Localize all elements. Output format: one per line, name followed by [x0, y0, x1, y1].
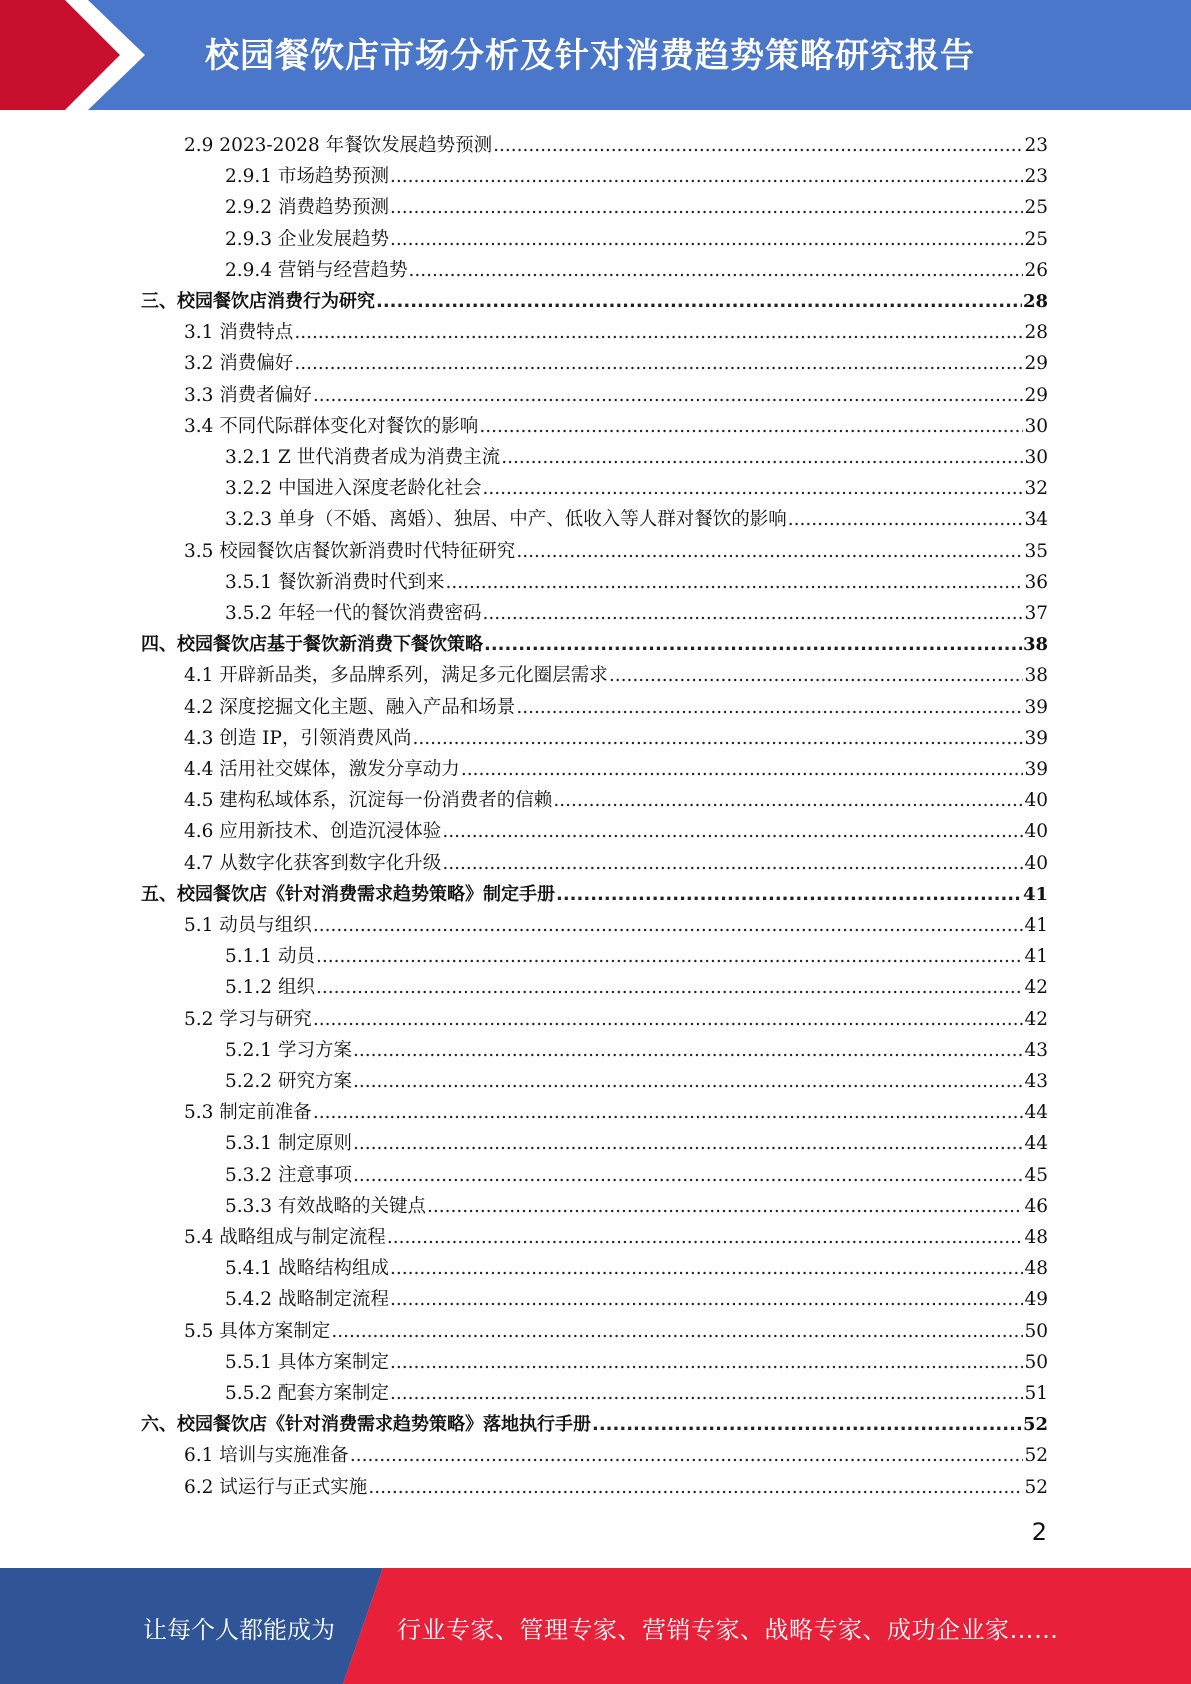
- toc-entry-label: 4.5 建构私域体系，沉淀每一份消费者的信赖: [184, 790, 553, 812]
- toc-entry-label: 5.3.3 有效战略的关键点: [225, 1195, 426, 1217]
- toc-entry-label: 3.2.2 中国进入深度老龄化社会: [225, 478, 482, 500]
- toc-entry-label: 3.2 消费偏好: [184, 353, 294, 375]
- toc-entry-page: 44: [1024, 1133, 1048, 1155]
- toc-entry-label: 5.4.2 战略制定流程: [225, 1289, 389, 1311]
- toc-entry-page: 35: [1024, 540, 1048, 562]
- toc-entry-page: 26: [1024, 259, 1048, 281]
- toc-entry-label: 2.9.1 市场趋势预测: [225, 166, 389, 188]
- toc-dot-leader: [493, 133, 1023, 159]
- toc-dot-leader: [516, 539, 1023, 565]
- toc-entry-page: 30: [1024, 415, 1048, 437]
- toc-entry-page: 23: [1024, 166, 1048, 188]
- toc-section-entry[interactable]: [184, 1095, 1048, 1126]
- footer-slogan-left: 让每个人都能成为: [143, 1616, 335, 1644]
- toc-entry-page: 41: [1022, 883, 1048, 905]
- toc-section-entry[interactable]: [225, 190, 1048, 221]
- toc-section-entry[interactable]: [184, 846, 1048, 877]
- toc-dot-leader: [556, 882, 1022, 908]
- toc-dot-leader: [390, 1381, 1023, 1407]
- toc-entry-label: 五、校园餐饮店《针对消费需求趋势策略》制定手册: [141, 883, 555, 905]
- toc-entry-page: 48: [1024, 1227, 1048, 1248]
- toc-entry-page: 23: [1024, 135, 1048, 156]
- toc-entry-page: 29: [1024, 384, 1048, 406]
- toc-dot-leader: [313, 1100, 1024, 1126]
- toc-dot-leader: [313, 913, 1024, 939]
- toc-section-entry[interactable]: [225, 1158, 1048, 1189]
- toc-section-entry[interactable]: [184, 1470, 1048, 1501]
- toc-entry-page: 50: [1024, 1320, 1048, 1342]
- toc-dot-leader: [445, 570, 1023, 596]
- toc-entry-label: 5.4 战略组成与制定流程: [184, 1227, 386, 1248]
- toc-entry-label: 3.4 不同代际群体变化对餐饮的影响: [184, 415, 479, 437]
- toc-section-entry[interactable]: [184, 1314, 1048, 1345]
- toc-entry-page: 43: [1024, 1039, 1048, 1061]
- toc-dot-leader: [316, 975, 1024, 1001]
- toc-dot-leader: [313, 1007, 1024, 1033]
- toc-section-entry[interactable]: [225, 565, 1048, 596]
- toc-dot-leader: [390, 1287, 1023, 1313]
- toc-chapter-entry[interactable]: [141, 627, 1048, 658]
- toc-entry-label: 5.1 动员与组织: [184, 915, 312, 936]
- toc-entry-label: 5.3.1 制定原则: [225, 1133, 352, 1155]
- toc-entry-label: 5.1.2 组织: [225, 977, 315, 999]
- toc-section-entry[interactable]: [225, 939, 1048, 970]
- toc-entry-label: 2.9.2 消费趋势预测: [225, 197, 389, 219]
- toc-entry-label: 5.5.1 具体方案制定: [225, 1351, 389, 1373]
- toc-entry-label: 2.9.3 企业发展趋势: [225, 228, 389, 250]
- toc-dot-leader: [387, 1225, 1024, 1251]
- toc-entry-page: 30: [1024, 447, 1048, 468]
- toc-entry-label: 3.5.1 餐饮新消费时代到来: [225, 571, 445, 593]
- toc-section-entry[interactable]: [225, 502, 1048, 533]
- toc-entry-label: 5.5.2 配套方案制定: [225, 1383, 389, 1404]
- toc-dot-leader: [294, 320, 1023, 346]
- toc-section-entry[interactable]: [225, 1189, 1048, 1220]
- toc-entry-label: 5.2.1 学习方案: [225, 1039, 352, 1061]
- toc-section-entry[interactable]: [184, 128, 1048, 159]
- toc-dot-leader: [479, 414, 1023, 440]
- toc-entry-page: 52: [1022, 1414, 1048, 1436]
- toc-section-entry[interactable]: [225, 1376, 1048, 1407]
- toc-entry-label: 6.2 试运行与正式实施: [184, 1476, 368, 1498]
- toc-entry-label: 4.6 应用新技术、创造沉浸体验: [184, 821, 442, 843]
- toc-dot-leader: [442, 851, 1023, 877]
- toc-dot-leader: [609, 663, 1024, 689]
- toc-entry-label: 3.2.1 Z 世代消费者成为消费主流: [225, 447, 501, 468]
- toc-entry-page: 49: [1024, 1289, 1048, 1311]
- toc-dot-leader: [353, 1163, 1024, 1189]
- toc-section-entry[interactable]: [184, 409, 1048, 440]
- toc-section-entry[interactable]: [184, 534, 1048, 565]
- toc-entry-page: 52: [1024, 1476, 1048, 1498]
- toc-dot-leader: [390, 1256, 1023, 1282]
- toc-dot-leader: [482, 476, 1023, 502]
- toc-dot-leader: [442, 819, 1023, 845]
- toc-entry-label: 5.3.2 注意事项: [225, 1164, 352, 1186]
- toc-entry-page: 40: [1024, 821, 1048, 843]
- toc-entry-label: 4.3 创造 IP，引领消费风尚: [184, 727, 412, 749]
- toc-entry-label: 5.2 学习与研究: [184, 1008, 312, 1030]
- toc-entry-page: 29: [1024, 353, 1048, 375]
- toc-entry-page: 44: [1024, 1102, 1048, 1124]
- toc-dot-leader: [368, 1475, 1023, 1501]
- toc-entry-label: 4.4 活用社交媒体，激发分享动力: [184, 759, 460, 780]
- page-number: 2: [1031, 1518, 1047, 1546]
- toc-entry-label: 2.9 2023-2028 年餐饮发展趋势预测: [184, 135, 493, 156]
- toc-entry-page: 34: [1024, 509, 1048, 531]
- toc-section-entry[interactable]: [225, 440, 1048, 471]
- toc-section-entry[interactable]: [184, 1220, 1048, 1251]
- toc-section-entry[interactable]: [184, 378, 1048, 409]
- toc-section-entry[interactable]: [225, 1282, 1048, 1313]
- toc-dot-leader: [331, 1319, 1023, 1345]
- toc-entry-page: 25: [1024, 197, 1048, 219]
- toc-dot-leader: [390, 195, 1023, 221]
- toc-section-entry[interactable]: [225, 222, 1048, 253]
- toc-entry-page: 51: [1024, 1383, 1048, 1404]
- toc-section-entry[interactable]: [225, 1251, 1048, 1282]
- toc-entry-page: 28: [1024, 322, 1048, 344]
- toc-section-entry[interactable]: [225, 253, 1048, 284]
- toc-dot-leader: [412, 726, 1023, 752]
- toc-dot-leader: [592, 1412, 1022, 1438]
- toc-entry-page: 41: [1024, 915, 1048, 936]
- toc-dot-leader: [353, 1038, 1024, 1064]
- toc-entry-label: 四、校园餐饮店基于餐饮新消费下餐饮策略: [141, 634, 483, 656]
- toc-entry-page: 40: [1024, 852, 1048, 874]
- toc-dot-leader: [461, 757, 1024, 783]
- toc-entry-page: 37: [1024, 603, 1048, 624]
- toc-dot-leader: [350, 1443, 1024, 1469]
- toc-entry-page: 38: [1022, 634, 1048, 656]
- report-title: 校园餐饮店市场分析及针对消费趋势策略研究报告: [205, 36, 975, 76]
- toc-entry-label: 2.9.4 营销与经营趋势: [225, 259, 408, 281]
- toc-entry-page: 52: [1024, 1445, 1048, 1467]
- toc-entry-page: 28: [1022, 291, 1048, 312]
- toc-entry-page: 39: [1024, 759, 1048, 780]
- toc-dot-leader: [427, 1194, 1023, 1220]
- toc-entry-label: 3.5 校园餐饮店餐饮新消费时代特征研究: [184, 540, 516, 562]
- toc-section-entry[interactable]: [225, 159, 1048, 190]
- toc-entry-page: 40: [1024, 790, 1048, 812]
- toc-section-entry[interactable]: [225, 1064, 1048, 1095]
- toc-entry-page: 43: [1024, 1071, 1048, 1092]
- toc-section-entry[interactable]: [184, 658, 1048, 689]
- toc-entry-label: 3.2.3 单身（不婚、离婚）、独居、中产、低收入等人群对餐饮的影响: [225, 509, 787, 531]
- toc-entry-page: 38: [1024, 665, 1048, 687]
- toc-entry-page: 50: [1024, 1351, 1048, 1373]
- toc-dot-leader: [316, 944, 1024, 970]
- toc-dot-leader: [390, 164, 1023, 190]
- toc-dot-leader: [482, 601, 1023, 627]
- toc-dot-leader: [353, 1131, 1024, 1157]
- toc-dot-leader: [376, 289, 1022, 315]
- toc-entry-page: 32: [1024, 478, 1048, 500]
- toc-entry-label: 4.1 开辟新品类，多品牌系列，满足多元化圈层需求: [184, 665, 608, 687]
- toc-dot-leader: [353, 1069, 1024, 1095]
- toc-entry-label: 三、校园餐饮店消费行为研究: [141, 291, 375, 312]
- toc-entry-label: 六、校园餐饮店《针对消费需求趋势策略》落地执行手册: [141, 1414, 591, 1436]
- toc-dot-leader: [390, 1350, 1023, 1376]
- page-footer: [0, 1568, 1191, 1684]
- toc-section-entry[interactable]: [184, 721, 1048, 752]
- toc-dot-leader: [516, 695, 1023, 721]
- toc-entry-label: 5.4.1 战略结构组成: [225, 1258, 389, 1280]
- toc-chapter-entry[interactable]: [141, 284, 1048, 315]
- page-header: [0, 0, 1191, 110]
- toc-entry-label: 4.2 深度挖掘文化主题、融入产品和场景: [184, 696, 516, 718]
- toc-entry-page: 48: [1024, 1258, 1048, 1280]
- toc-entry-label: 3.1 消费特点: [184, 322, 294, 344]
- toc-section-entry[interactable]: [225, 1033, 1048, 1064]
- toc-entry-page: 46: [1024, 1195, 1048, 1217]
- toc-entry-label: 5.2.2 研究方案: [225, 1071, 352, 1092]
- toc-section-entry[interactable]: [184, 315, 1048, 346]
- toc-entry-label: 3.3 消费者偏好: [184, 384, 312, 406]
- toc-entry-label: 5.3 制定前准备: [184, 1102, 312, 1124]
- toc-section-entry[interactable]: [225, 471, 1048, 502]
- toc-entry-page: 25: [1024, 228, 1048, 250]
- toc-entry-label: 3.5.2 年轻一代的餐饮消费密码: [225, 603, 482, 624]
- toc-section-entry[interactable]: [184, 1438, 1048, 1469]
- footer-slogan-right: 行业专家、管理专家、营销专家、战略专家、成功企业家……: [397, 1616, 1059, 1644]
- toc-section-entry[interactable]: [184, 1002, 1048, 1033]
- toc-entry-label: 5.5 具体方案制定: [184, 1320, 331, 1342]
- toc-section-entry[interactable]: [225, 1345, 1048, 1376]
- toc-section-entry[interactable]: [184, 908, 1048, 939]
- toc-entry-label: 6.1 培训与实施准备: [184, 1445, 349, 1467]
- toc-section-entry[interactable]: [184, 814, 1048, 845]
- toc-chapter-entry[interactable]: [141, 877, 1048, 908]
- toc-section-entry[interactable]: [184, 690, 1048, 721]
- toc-section-entry[interactable]: [225, 596, 1048, 627]
- toc-dot-leader: [501, 445, 1023, 471]
- toc-section-entry[interactable]: [184, 346, 1048, 377]
- toc-section-entry[interactable]: [184, 783, 1048, 814]
- toc-section-entry[interactable]: [184, 752, 1048, 783]
- toc-entry-page: 39: [1024, 727, 1048, 749]
- toc-chapter-entry[interactable]: [141, 1407, 1048, 1438]
- toc-section-entry[interactable]: [225, 970, 1048, 1001]
- toc-entry-page: 42: [1024, 1008, 1048, 1030]
- toc-entry-page: 41: [1024, 946, 1048, 968]
- toc-entry-page: 45: [1024, 1164, 1048, 1186]
- toc-dot-leader: [788, 507, 1024, 533]
- toc-entry-page: 39: [1024, 696, 1048, 718]
- toc-dot-leader: [553, 788, 1023, 814]
- toc-dot-leader: [408, 258, 1023, 284]
- toc-entry-page: 36: [1024, 571, 1048, 593]
- toc-entry-page: 42: [1024, 977, 1048, 999]
- toc-entry-label: 5.1.1 动员: [225, 946, 315, 968]
- toc-entry-label: 4.7 从数字化获客到数字化升级: [184, 852, 442, 874]
- toc-dot-leader: [390, 227, 1023, 253]
- toc-dot-leader: [313, 383, 1024, 409]
- toc-section-entry[interactable]: [225, 1126, 1048, 1157]
- toc-dot-leader: [294, 351, 1023, 377]
- toc-dot-leader: [484, 632, 1022, 658]
